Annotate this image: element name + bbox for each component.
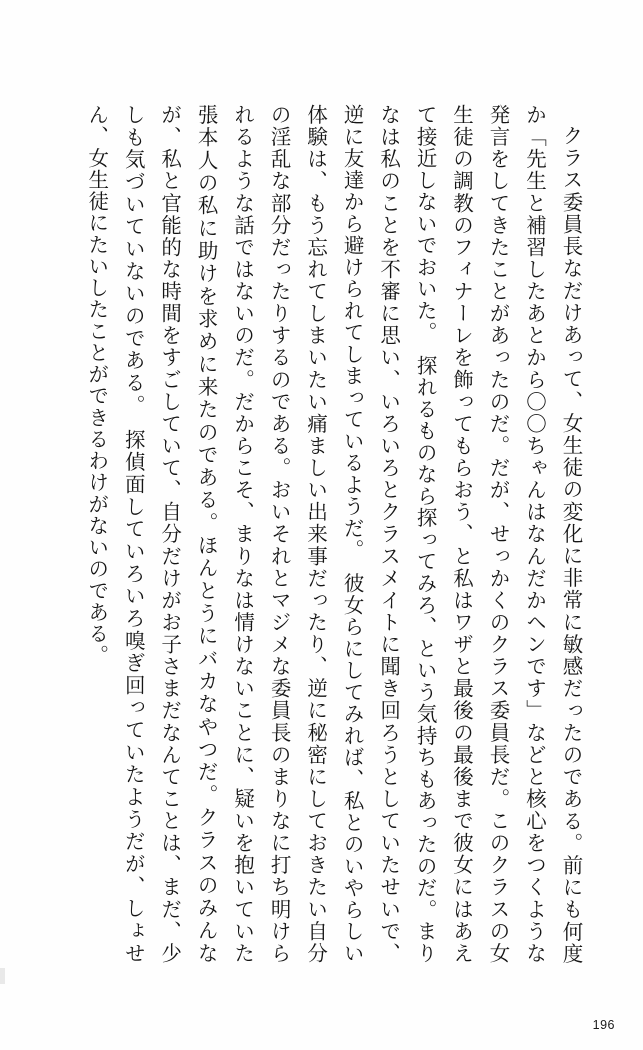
binding-edge-mark [0, 968, 5, 984]
page-number: 196 [592, 1018, 615, 1032]
page-body-text [59, 104, 589, 964]
body-paragraph: クラス委員長なだけあって、女生徒の変化に非常に敏感だったのである。前にも何度か「先生と補習したあとから〇〇ちゃんはなんだかヘンです」などと核心をつくような発言をしてきたことがあったのだ。だが、せっかくのクラス委員長だ。このクラスの女生徒の調教のフィナーレを飾ってもらおう、と私はワザと最後の最後まで彼女にはあえて接近しないでおいた。 探れるものなら探ってみろ、という気持ちもあったのだ。まりなは私のことを不審に思い、いろいろとクラスメイトに聞き回ろうとしていたせいで、逆に友達から避けられてしまっているようだ。 彼女らにしてみれば、私とのいやらしい体験は、もう忘れてしまいたい痛ましい出来事だったり、逆に秘密にしておきたい自分の淫乱な部分だったりするのである。おいそれとマジメな委員長のまりなに打ち明けられるような話ではないのだ。だからこそ、まりなは情けないことに、疑いを抱いていた張本人の私に助けを求めに来たのである。ほんとうにバカなやつだ。クラスのみんなが、私と官能的な時間をすごしていて、自分だけがお子さまだなんてことは、まだ、少しも気づいていないのである。 探偵面していろいろ嗅ぎ回っていたようだが、しょせん、女生徒にたいしたことができるわけがないのである。 [84, 104, 583, 964]
